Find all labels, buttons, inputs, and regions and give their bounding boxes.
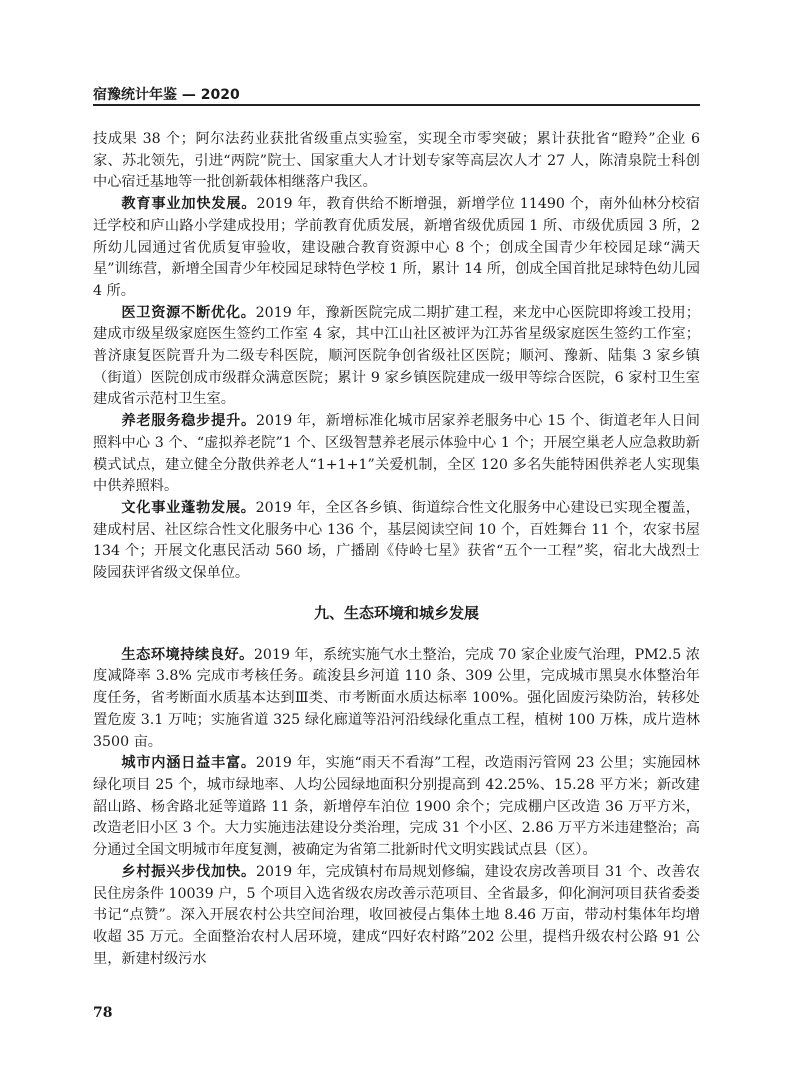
paragraph xyxy=(93,862,700,971)
page-number: 78 xyxy=(93,1005,113,1021)
running-header: 宿豫统计年鉴 — 2020 xyxy=(93,87,240,103)
paragraph-lead: 医卫资源不断优化。 xyxy=(121,304,256,321)
paragraph-text: 2019 年，系统实施气水土整治，完成 70 家企业废气治理，PM2.5 浓度减降率 3.8% 完成市考核任务。疏浚县乡河道 110 条、309 公里，完成城市黑臭水体整治年度任务，省考断面水质基本达到Ⅲ类、市考断面水质达标率 100%。强化固废污染防治，转移处置危废 3.1 万吨；实施省道 325 绿化廊道等沿河沿线绿化重点工程，植树 100 万株，成片造林 3500 亩。 xyxy=(93,646,700,750)
paragraph xyxy=(93,645,700,754)
paragraph-lead: 乡村振兴步伐加快。 xyxy=(121,863,256,880)
header-rule xyxy=(93,104,700,106)
section-heading: 九、生态环境和城乡发展 xyxy=(313,603,479,622)
paragraph xyxy=(93,753,700,862)
paragraph-text: 2019 年，全区各乡镇、街道综合性文化服务中心建设已实现全覆盖，建成村居、社区综合性文化服务中心 136 个，基层阅读空间 10 个，百姓舞台 11 个，农家书屋 134 个；开展文化惠民活动 560 场，广播剧《侍岭七星》获省“五个一工程”奖，宿北大战烈士陵园获评省级文保单位。 xyxy=(93,499,700,582)
paragraph-text: 2019 年，豫新医院完成二期扩建工程，来龙中心医院即将竣工投用；建成市级星级家庭医生签约工作室 4 家，其中江山社区被评为江苏省星级家庭医生签约工作室；普济康复医院晋升为二级专科医院，顺河医院争创省级社区医院；顺河、豫新、陆集 3 家乡镇（街道）医院创成市级群众满意医院；累计 9 家乡镇医院建成一级甲等综合医院，6 家村卫生室建成省示范村卫生室。 xyxy=(93,304,700,408)
paragraph-text: 2019 年，新增标准化城市居家养老服务中心 15 个、街道老年人日间照料中心 3 个、“虚拟养老院”1 个、区级智慧养老展示体验中心 1 个；开展空巢老人应急救助新模式试点，建立健全分散供养老人“1+1+1”关爱机制，全区 120 多名失能特困供养老人实现集中供养照料。 xyxy=(93,413,700,495)
paragraph-text: 2019 年，实施“雨天不看海”工程，改造雨污管网 23 公里；实施园林绿化项目 25 个，城市绿地率、人均公园绿地面积分别提高到 42.25%、15.28 平方米；新改建韶山路、杨舍路北延等道路 11 条，新增停车泊位 1900 余个；完成棚户区改造 36 万平方米，改造老旧小区 3 个。大力实施违法建设分类治理，完成 31 个小区、2.86 万平方米违建整治；高分通过全国文明城市年度复测，被确定为省第二批新时代文明实践试点县（区）。 xyxy=(93,755,700,859)
paragraph xyxy=(93,303,700,412)
paragraphs-before xyxy=(93,129,700,585)
page-body xyxy=(93,129,700,970)
paragraph-lead: 养老服务稳步提升。 xyxy=(121,413,256,430)
paragraph xyxy=(93,411,700,498)
paragraph xyxy=(93,498,700,585)
paragraph-lead: 城市内涵日益丰富。 xyxy=(121,755,256,772)
paragraph-text: 2019 年，完成镇村布局规划修编，建设农房改善项目 31 个、改善农民住房条件 10039 户，5 个项目入选省级农房改善示范项目、全省最多，仰化涧河项目获省委娄书记“点赞”。深入开展农村公共空间治理，收回被侵占集体土地 8.46 万亩，带动村集体年均增收超 35 万元。全面整治农村人居环境，建成“四好农村路”202 公里，提档升级农村公路 91 公里，新建村级污水 xyxy=(93,863,700,967)
paragraphs-after xyxy=(93,645,700,971)
paragraph-text: 2019 年，教育供给不断增强，新增学位 11490 个，南外仙林分校宿迁学校和庐山路小学建成投用；学前教育优质发展，新增省级优质园 1 所、市级优质园 3 所，2 所幼儿园通过省优质复审验收，建设融合教育资源中心 8 个；创成全国青少年校园足球“满天星”训练营，新增全国青少年校园足球特色学校 1 所，累计 14 所，创成全国首批足球特色幼儿园 4 所。 xyxy=(93,196,700,299)
paragraph-lead: 文化事业蓬勃发展。 xyxy=(121,499,256,516)
paragraph-text: 技成果 38 个；阿尔法药业获批省级重点实验室，实现全市零突破；累计获批省“瞪羚”企业 6 家、苏北领先，引进“两院”院士、国家重大人才计划专家等高层次人才 27 人，陈清泉院士科创中心宿迁基地等一批创新载体相继落户我区。 xyxy=(93,131,700,191)
paragraph-lead: 生态环境持续良好。 xyxy=(121,646,254,663)
paragraph xyxy=(93,129,700,194)
paragraph-lead: 教育事业加快发展。 xyxy=(121,196,257,213)
paragraph xyxy=(93,194,700,303)
